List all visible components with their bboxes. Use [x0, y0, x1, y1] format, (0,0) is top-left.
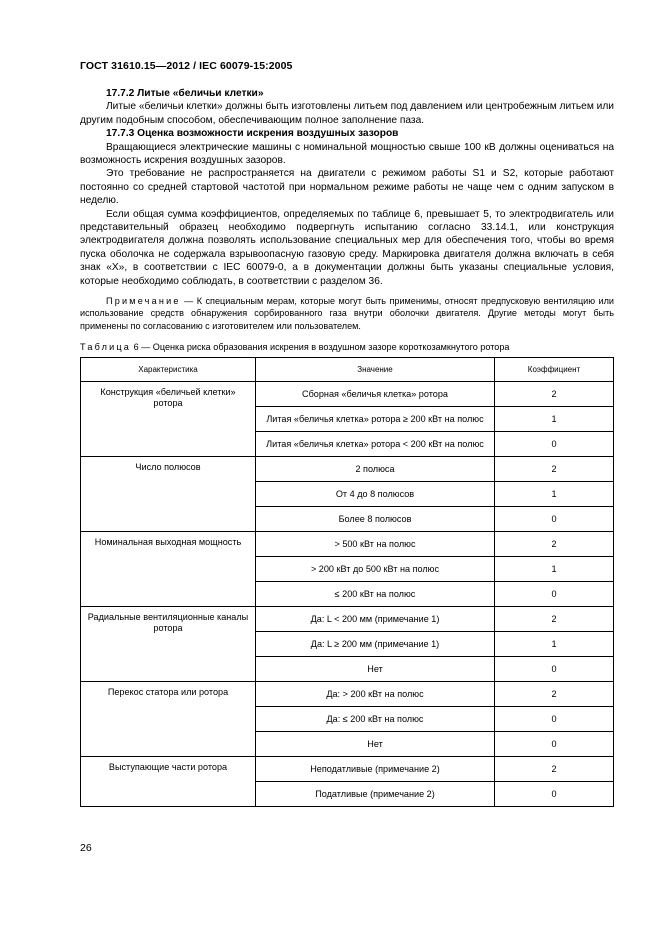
- coefficient-cell: 0: [495, 732, 614, 757]
- coefficient-cell: 0: [495, 782, 614, 807]
- coefficient-cell: 2: [495, 532, 614, 557]
- column-header: Коэффициент: [495, 358, 614, 382]
- value-cell: Да: ≤ 200 кВт на полюс: [256, 707, 495, 732]
- value-cell: Нет: [256, 657, 495, 682]
- table-row: [81, 757, 614, 782]
- value-cell: Более 8 полюсов: [256, 507, 495, 532]
- table-caption-text: 6 — Оценка риска образования искрения в воздушном зазоре короткозамкнутого ротора: [131, 342, 510, 352]
- characteristic-cell: Конструкция «беличьей клетки» ротора: [81, 382, 256, 457]
- table-row: [81, 532, 614, 557]
- value-cell: 2 полюса: [256, 457, 495, 482]
- table-header-row: [81, 358, 614, 382]
- note-label: Примечание: [106, 296, 181, 307]
- table-row: [81, 457, 614, 482]
- note-text: — К специальным мерам, которые могут быть применимы, относят предпусковую вентиляцию или использование средств обнаружения сорбированного газа внутри оболочки двигателя. Другие методы могут быть применены по согласованию с изготовителем или пользователем.: [80, 296, 614, 331]
- value-cell: ≤ 200 кВт на полюс: [256, 582, 495, 607]
- coefficient-cell: 1: [495, 407, 614, 432]
- value-cell: Литая «беличья клетка» ротора ≥ 200 кВт на полюс: [256, 407, 495, 432]
- coefficient-cell: 0: [495, 582, 614, 607]
- characteristic-cell: Число полюсов: [81, 457, 256, 532]
- characteristic-cell: Перекос статора или ротора: [81, 682, 256, 757]
- table-row: [81, 607, 614, 632]
- value-cell: Да: L ≥ 200 мм (примечание 1): [256, 632, 495, 657]
- value-cell: Податливые (примечание 2): [256, 782, 495, 807]
- table-caption: [80, 342, 509, 352]
- characteristic-cell: Номинальная выходная мощность: [81, 532, 256, 607]
- coefficient-cell: 0: [495, 507, 614, 532]
- paragraph: Если общая сумма коэффициентов, определяемых по таблице 6, превышает 5, то электродвигатель или представительный образец необходимо подвергнуть испытанию согласно 33.14.1, или конструкция электродвигателя должна позволять использование специальных мер для обеспечения того, чтобы во время пуска оболочка не содержала взрывоопасную газовую среду. Маркировка двигателя должна включать в себя знак «X», в соответствии с IEC 60079-0, а в документации должны быть указаны специальные условия, которые необходимо соблюдать, в соответствии с разделом 36.: [80, 208, 614, 287]
- coefficient-cell: 2: [495, 382, 614, 407]
- section-heading: 17.7.3 Оценка возможности искрения воздушных зазоров: [106, 128, 399, 140]
- table-body: [81, 382, 614, 807]
- value-cell: Сборная «беличья клетка» ротора: [256, 382, 495, 407]
- coefficient-cell: 0: [495, 432, 614, 457]
- coefficient-cell: 1: [495, 557, 614, 582]
- column-header: Характеристика: [81, 358, 256, 382]
- coefficient-cell: 2: [495, 757, 614, 782]
- characteristic-cell: Выступающие части ротора: [81, 757, 256, 807]
- value-cell: Да: > 200 кВт на полюс: [256, 682, 495, 707]
- value-cell: Да: L < 200 мм (примечание 1): [256, 607, 495, 632]
- body-text: [80, 87, 614, 332]
- table-caption-label: Таблица: [80, 342, 132, 352]
- coefficient-cell: 1: [495, 632, 614, 657]
- table-row: [81, 682, 614, 707]
- section-heading: 17.7.2 Литые «беличьи клетки»: [106, 88, 264, 99]
- value-cell: Неподатливые (примечание 2): [256, 757, 495, 782]
- coefficient-cell: 0: [495, 707, 614, 732]
- standard-header: ГОСТ 31610.15—2012 / IEC 60079-15:2005: [80, 60, 293, 72]
- note: [80, 295, 614, 332]
- coefficient-cell: 0: [495, 657, 614, 682]
- paragraph: Это требование не распространяется на двигатели с режимом работы S1 и S2, которые работают постоянно со средней стартовой частотой при нормальном режиме работы не чаще чем с одним запуском в неделю.: [80, 168, 614, 207]
- coefficient-cell: 1: [495, 482, 614, 507]
- value-cell: Нет: [256, 732, 495, 757]
- paragraph: Вращающиеся электрические машины с номинальной мощностью свыше 100 кВ должны оцениваться на возможность искрения воздушных зазоров.: [80, 141, 614, 167]
- page-number: 26: [80, 842, 92, 854]
- characteristic-cell: Радиальные вентиляционные каналы ротора: [81, 607, 256, 682]
- paragraph: Литые «беличьи клетки» должны быть изготовлены литьем под давлением или центробежным литьем или другим подобным способом, обеспечивающим полное заполнение паза.: [80, 101, 614, 126]
- coefficient-cell: 2: [495, 607, 614, 632]
- column-header: Значение: [256, 358, 495, 382]
- table-row: [81, 382, 614, 407]
- risk-table: [80, 357, 614, 807]
- value-cell: > 200 кВт до 500 кВт на полюс: [256, 557, 495, 582]
- value-cell: Литая «беличья клетка» ротора < 200 кВт на полюс: [256, 432, 495, 457]
- value-cell: > 500 кВт на полюс: [256, 532, 495, 557]
- coefficient-cell: 2: [495, 457, 614, 482]
- value-cell: От 4 до 8 полюсов: [256, 482, 495, 507]
- coefficient-cell: 2: [495, 682, 614, 707]
